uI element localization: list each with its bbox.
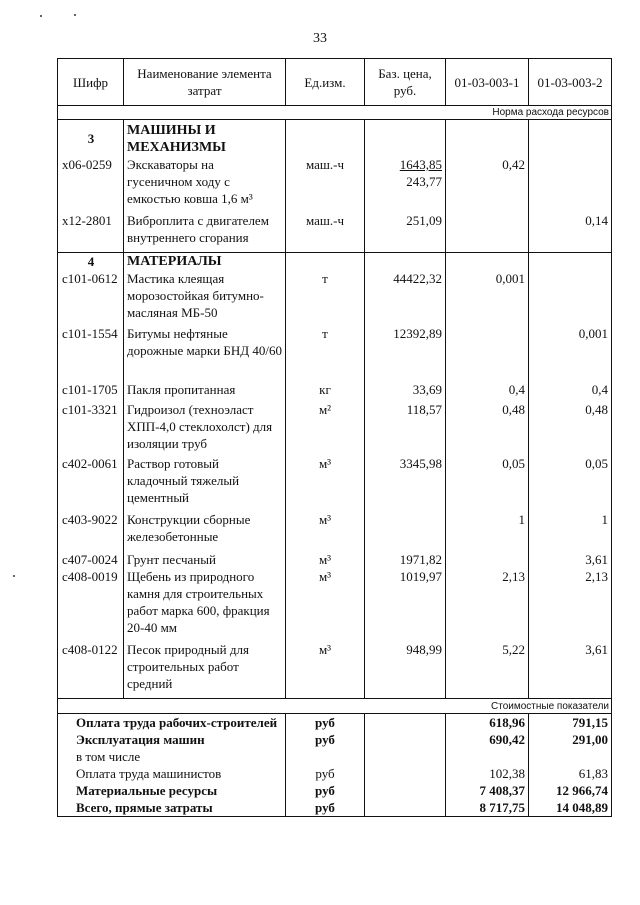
row-name: Экскаваторы на гусеничном ходу с емкостью ковша 1,6 м³ <box>124 156 286 212</box>
row-unit: м³ <box>286 511 365 551</box>
row-value-col1 <box>446 325 529 381</box>
table-row <box>58 551 612 568</box>
section-number: 4 <box>58 252 124 270</box>
header-code: Шифр <box>58 59 124 106</box>
row-name: Виброплита с двигателем внутреннего сгорания <box>124 212 286 252</box>
row-name: Битумы нефтяные дорожные марки БНД 40/60 <box>124 325 286 381</box>
row-value-col1: 2,13 <box>446 568 529 641</box>
row-price: 1643,85 <box>399 157 442 172</box>
summary-name: Оплата труда машинистов <box>58 765 286 782</box>
norm-label: Норма расхода ресурсов <box>58 106 612 120</box>
row-price: 3345,98 <box>365 455 446 511</box>
table-row <box>58 511 612 551</box>
table-row <box>58 212 612 252</box>
row-value-col1: 0,05 <box>446 455 529 511</box>
row-name: Песок природный для строительных работ средний <box>124 641 286 699</box>
row-value-col1: 1 <box>446 511 529 551</box>
summary-value-col2: 14 048,89 <box>529 799 612 817</box>
section-title: МАШИНЫ И МЕХАНИЗМЫ <box>124 120 286 157</box>
summary-row <box>58 714 612 732</box>
table-row <box>58 381 612 401</box>
cost-label-row <box>58 699 612 714</box>
summary-unit <box>286 748 365 765</box>
row-name: Щебень из природного камня для строительных работ марка 600, фракция 20-40 мм <box>124 568 286 641</box>
summary-unit: руб <box>286 765 365 782</box>
summary-value-col1: 102,38 <box>446 765 529 782</box>
summary-block <box>58 714 612 817</box>
row-name: Конструкции сборные железобетонные <box>124 511 286 551</box>
table-row <box>58 641 612 699</box>
row-value-col2: 0,05 <box>529 455 612 511</box>
row-name: Пакля пропитанная <box>124 381 286 401</box>
row-value-col2: 0,4 <box>529 381 612 401</box>
summary-value-col1: 7 408,37 <box>446 782 529 799</box>
table-header-row <box>58 59 612 106</box>
summary-unit: руб <box>286 799 365 817</box>
row-unit: м² <box>286 401 365 455</box>
row-value-col2: 0,001 <box>529 325 612 381</box>
row-unit: т <box>286 325 365 381</box>
scan-speck <box>74 14 76 16</box>
row-value-col1: 5,22 <box>446 641 529 699</box>
row-value-col2: 3,61 <box>529 641 612 699</box>
row-code: с408-0019 <box>58 568 124 641</box>
summary-name: в том числе <box>58 748 286 765</box>
row-unit: маш.-ч <box>286 156 365 212</box>
summary-value-col1: 690,42 <box>446 731 529 748</box>
header-col1: 01-03-003-1 <box>446 59 529 106</box>
scan-speck <box>13 575 15 577</box>
row-price: 33,69 <box>365 381 446 401</box>
row-value-col2: 0,14 <box>529 212 612 252</box>
summary-row <box>58 765 612 782</box>
row-code: х12-2801 <box>58 212 124 252</box>
row-value-col1 <box>446 551 529 568</box>
summary-unit: руб <box>286 714 365 732</box>
row-value-col2: 1 <box>529 511 612 551</box>
row-code: с101-1554 <box>58 325 124 381</box>
header-price: Баз. цена, руб. <box>365 59 446 106</box>
row-value-col2: 3,61 <box>529 551 612 568</box>
section-header-row <box>58 252 612 270</box>
row-unit: т <box>286 270 365 325</box>
row-code: с101-1705 <box>58 381 124 401</box>
row-name: Гидроизол (техноэласт ХПП-4,0 стеклохолст) для изоляции труб <box>124 401 286 455</box>
row-price <box>365 511 446 551</box>
summary-name: Эксплуатация машин <box>58 731 286 748</box>
cost-label: Стоимостные показатели <box>58 699 612 714</box>
summary-unit: руб <box>286 731 365 748</box>
section-header-row <box>58 120 612 157</box>
summary-name: Всего, прямые затраты <box>58 799 286 817</box>
row-name: Раствор готовый кладочный тяжелый цементный <box>124 455 286 511</box>
table-row <box>58 455 612 511</box>
resource-table-frame <box>57 58 611 815</box>
summary-unit: руб <box>286 782 365 799</box>
row-price: 1971,82 <box>365 551 446 568</box>
row-code: с402-0061 <box>58 455 124 511</box>
row-code: х06-0259 <box>58 156 124 212</box>
row-price-secondary: 243,77 <box>406 174 442 189</box>
row-price: 948,99 <box>365 641 446 699</box>
header-unit: Ед.изм. <box>286 59 365 106</box>
summary-value-col2: 791,15 <box>529 714 612 732</box>
row-name: Мастика клеящая морозостойкая битумно-масляная МБ-50 <box>124 270 286 325</box>
summary-value-col1 <box>446 748 529 765</box>
summary-name: Оплата труда рабочих-строителей <box>58 714 286 732</box>
row-value-col2 <box>529 156 612 212</box>
row-value-col1 <box>446 212 529 252</box>
summary-row <box>58 731 612 748</box>
row-code: с407-0024 <box>58 551 124 568</box>
row-name: Грунт песчаный <box>124 551 286 568</box>
row-price: 1019,97 <box>365 568 446 641</box>
row-value-col1: 0,001 <box>446 270 529 325</box>
row-unit: кг <box>286 381 365 401</box>
row-code: с101-3321 <box>58 401 124 455</box>
row-value-col2: 0,48 <box>529 401 612 455</box>
row-value-col2 <box>529 270 612 325</box>
page-number: 33 <box>313 31 327 46</box>
header-name: Наименование элемента затрат <box>124 59 286 106</box>
table-row <box>58 325 612 381</box>
table-row <box>58 401 612 455</box>
row-value-col1: 0,4 <box>446 381 529 401</box>
row-price: 44422,32 <box>365 270 446 325</box>
summary-row <box>58 748 612 765</box>
resource-norm-table <box>57 58 612 817</box>
table-row <box>58 568 612 641</box>
section-number: 3 <box>58 120 124 157</box>
row-price: 251,09 <box>365 212 446 252</box>
section-title: МАТЕРИАЛЫ <box>124 252 286 270</box>
row-value-col1: 0,48 <box>446 401 529 455</box>
row-price: 12392,89 <box>365 325 446 381</box>
summary-value-col2: 12 966,74 <box>529 782 612 799</box>
row-code: с403-9022 <box>58 511 124 551</box>
scan-speck <box>40 15 42 17</box>
table-row <box>58 156 612 212</box>
summary-name: Материальные ресурсы <box>58 782 286 799</box>
row-code: с101-0612 <box>58 270 124 325</box>
row-value-col1: 0,42 <box>446 156 529 212</box>
summary-value-col1: 8 717,75 <box>446 799 529 817</box>
summary-row <box>58 782 612 799</box>
row-code: с408-0122 <box>58 641 124 699</box>
row-value-col2: 2,13 <box>529 568 612 641</box>
summary-value-col2 <box>529 748 612 765</box>
header-col2: 01-03-003-2 <box>529 59 612 106</box>
row-unit: м³ <box>286 568 365 641</box>
norm-label-row <box>58 106 612 120</box>
table-row <box>58 270 612 325</box>
row-unit: м³ <box>286 551 365 568</box>
summary-value-col1: 618,96 <box>446 714 529 732</box>
row-unit: м³ <box>286 455 365 511</box>
summary-row <box>58 799 612 817</box>
row-price: 118,57 <box>365 401 446 455</box>
row-unit: м³ <box>286 641 365 699</box>
summary-value-col2: 61,83 <box>529 765 612 782</box>
summary-value-col2: 291,00 <box>529 731 612 748</box>
row-unit: маш.-ч <box>286 212 365 252</box>
